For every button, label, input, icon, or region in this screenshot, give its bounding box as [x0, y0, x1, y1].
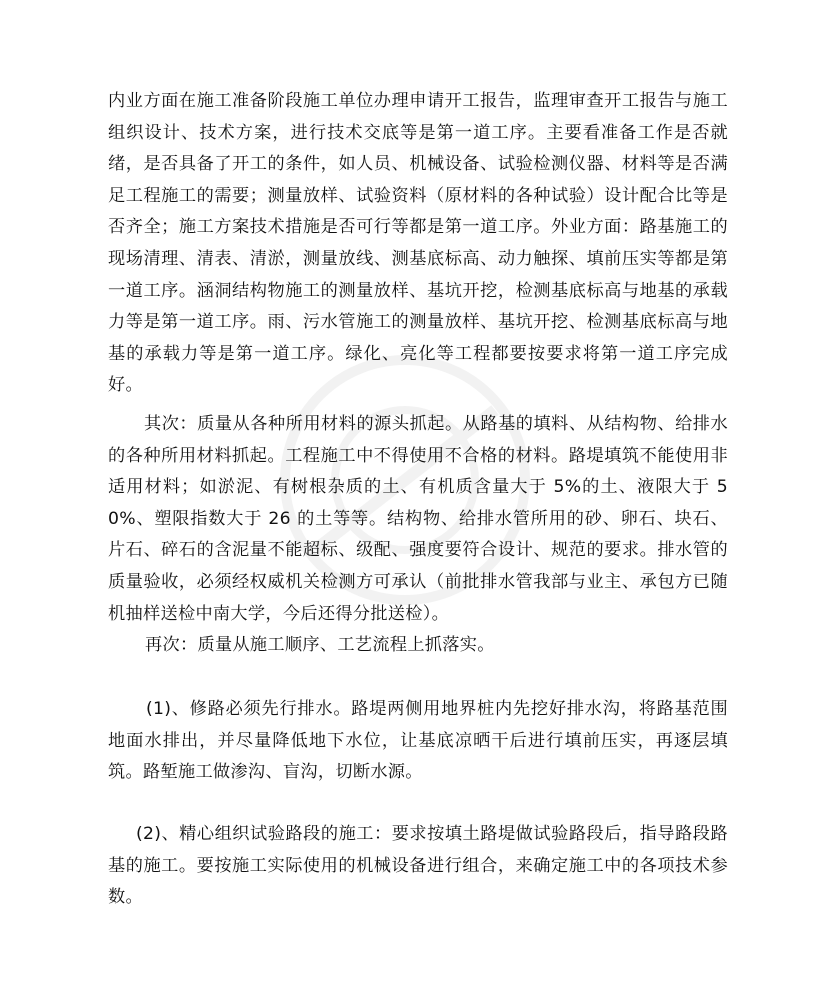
- paragraph-materials: 其次：质量从各种所用材料的源头抓起。从路基的填料、从结构物、给排水的各种所用材料抓起。工程施工中不得使用不合格的材料。路堤填筑不能使用非适用材料；如淤泥、有树根杂质的土、有机质含量大于 5%的土、液限大于 50%、塑限指数大于 26 的土等等。结构物、给排水管所用的砂、卵石、块石、片石、碎石的含泥量不能超标、级配、强度要符合设计、规范的要求。排水管的质量验收，必须经权威机关检测方可承认（前批排水管我部与业主、承包方已随机抽样送检中南大学，今后还得分批送检）。: [108, 414, 728, 624]
- paragraph-sequence: 再次：质量从施工顺序、工艺流程上抓落实。: [145, 635, 495, 655]
- paragraph-drainage: (1)、修路必须先行排水。路堤两侧用地界桩内先挖好排水沟，将路基范围地面水排出，并尽量降低地下水位，让基底凉晒干后进行填前压实，再逐层填筑。路堑施工做渗沟、盲沟，切断水源。: [108, 699, 728, 783]
- paragraph-test-section: (2)、精心组织试验路段的施工：要求按填土路堤做试验路段后，指导路段路基的施工。要按施工实际使用的机械设备进行组合，来确定施工中的各项技术参数。: [108, 824, 728, 908]
- paragraph-first-process: 内业方面在施工准备阶段施工单位办理申请开工报告，监理审查开工报告与施工组织设计、技术方案，进行技术交底等是第一道工序。主要看准备工作是否就绪，是否具备了开工的条件，如人员、机械设备、试验检测仪器、材料等是否满足工程施工的需要；测量放样、试验资料（原材料的各种试验）设计配合比等是否齐全；施工方案技术措施是否可行等都是第一道工序。外业方面：路基施工的现场清理、清表、清淤，测量放线、测基底标高、动力触探、填前压实等都是第一道工序。涵洞结构物施工的测量放样、基坑开挖，检测基底标高与地基的承载力等是第一道工序。雨、污水管施工的测量放样、基坑开挖、检测基底标高与地基的承载力等是第一道工序。绿化、亮化等工程都要按要求将第一道工序完成好。: [108, 91, 728, 396]
